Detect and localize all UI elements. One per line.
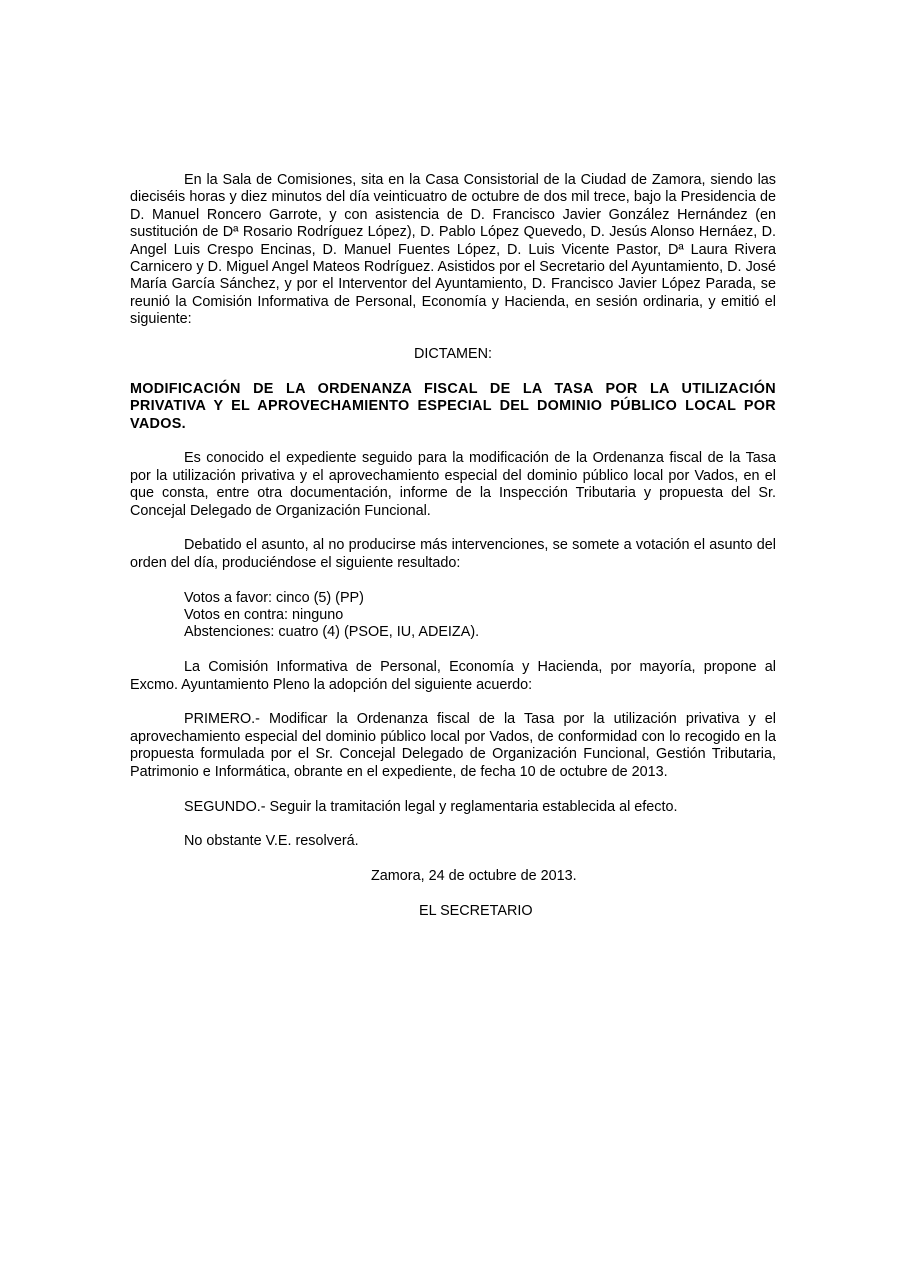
votes-favor: Votos a favor: cinco (5) (PP) [184, 589, 364, 606]
dictamen-heading: DICTAMEN: [413, 346, 493, 363]
paragraph-no-obstante: No obstante V.E. resolverá. [184, 833, 359, 850]
document-title: MODIFICACIÓN DE LA ORDENANZA FISCAL DE LA TASA POR LA UTILIZACIÓN PRIVATIVA Y EL APROVECHAMIENTO ESPECIAL DEL DOMINIO PÚBLICO LOCAL POR VADOS. [130, 380, 776, 432]
votes-abstenciones: Abstenciones: cuatro (4) (PSOE, IU, ADEIZA). [184, 624, 480, 641]
paragraph-segundo: SEGUNDO.- Seguir la tramitación legal y reglamentaria establecida al efecto. [184, 798, 678, 815]
vote-results [184, 590, 776, 642]
paragraph-conocido: Es conocido el expediente seguido para la modificación de la Ordenanza fiscal de la Tasa por la utilización privativa y el aprovechamiento especial del dominio público local por Vados, en el que consta, entre otra documentación, informe de la Inspección Tributaria y propuesta del Sr. Concejal Delegado de Organización Funcional. [130, 450, 776, 519]
votes-contra: Votos en contra: ninguno [184, 607, 344, 624]
intro-paragraph: En la Sala de Comisiones, sita en la Casa Consistorial de la Ciudad de Zamora, siendo las dieciséis horas y diez minutos del día veinticuatro de octubre de dos mil trece, bajo la Presidencia de D. Manuel Roncero Garrote, y con asistencia de D. Francisco Javier González Hernández (en sustitución de Dª Rosario Rodríguez López), D. Pablo López Quevedo, D. Jesús Alonso Hernáez, D. Angel Luis Crespo Encinas, D. Manuel Fuentes López, D. Luis Vicente Pastor, Dª Laura Rivera Carnicero y D. Miguel Angel Mateos Rodríguez. Asistidos por el Secretario del Ayuntamiento, D. José María García Sánchez, y por el Interventor del Ayuntamiento, D. Francisco Javier López Parada, se reunió la Comisión Informativa de Personal, Economía y Hacienda, en sesión ordinaria, y emitió el siguiente: [130, 172, 776, 328]
paragraph-debatido: Debatido el asunto, al no producirse más intervenciones, se somete a votación el asunto del orden del día, produciéndose el siguiente resultado: [130, 537, 776, 571]
paragraph-primero: PRIMERO.- Modificar la Ordenanza fiscal de la Tasa por la utilización privativa y el aprovechamiento especial del dominio público local por Vados, de conformidad con lo recogido en la propuesta formulada por el Sr. Concejal Delegado de Organización Funcional, Gestión Tributaria, Patrimonio e Informática, obrante en el expediente, de fecha 10 de octubre de 2013. [130, 711, 776, 780]
document-body [130, 172, 776, 938]
date-line: Zamora, 24 de octubre de 2013. [371, 868, 577, 885]
paragraph-comision: La Comisión Informativa de Personal, Economía y Hacienda, por mayoría, propone al Excmo. Ayuntamiento Pleno la adopción del siguiente acuerdo: [130, 659, 776, 693]
signature-secretario: EL SECRETARIO [419, 902, 533, 919]
